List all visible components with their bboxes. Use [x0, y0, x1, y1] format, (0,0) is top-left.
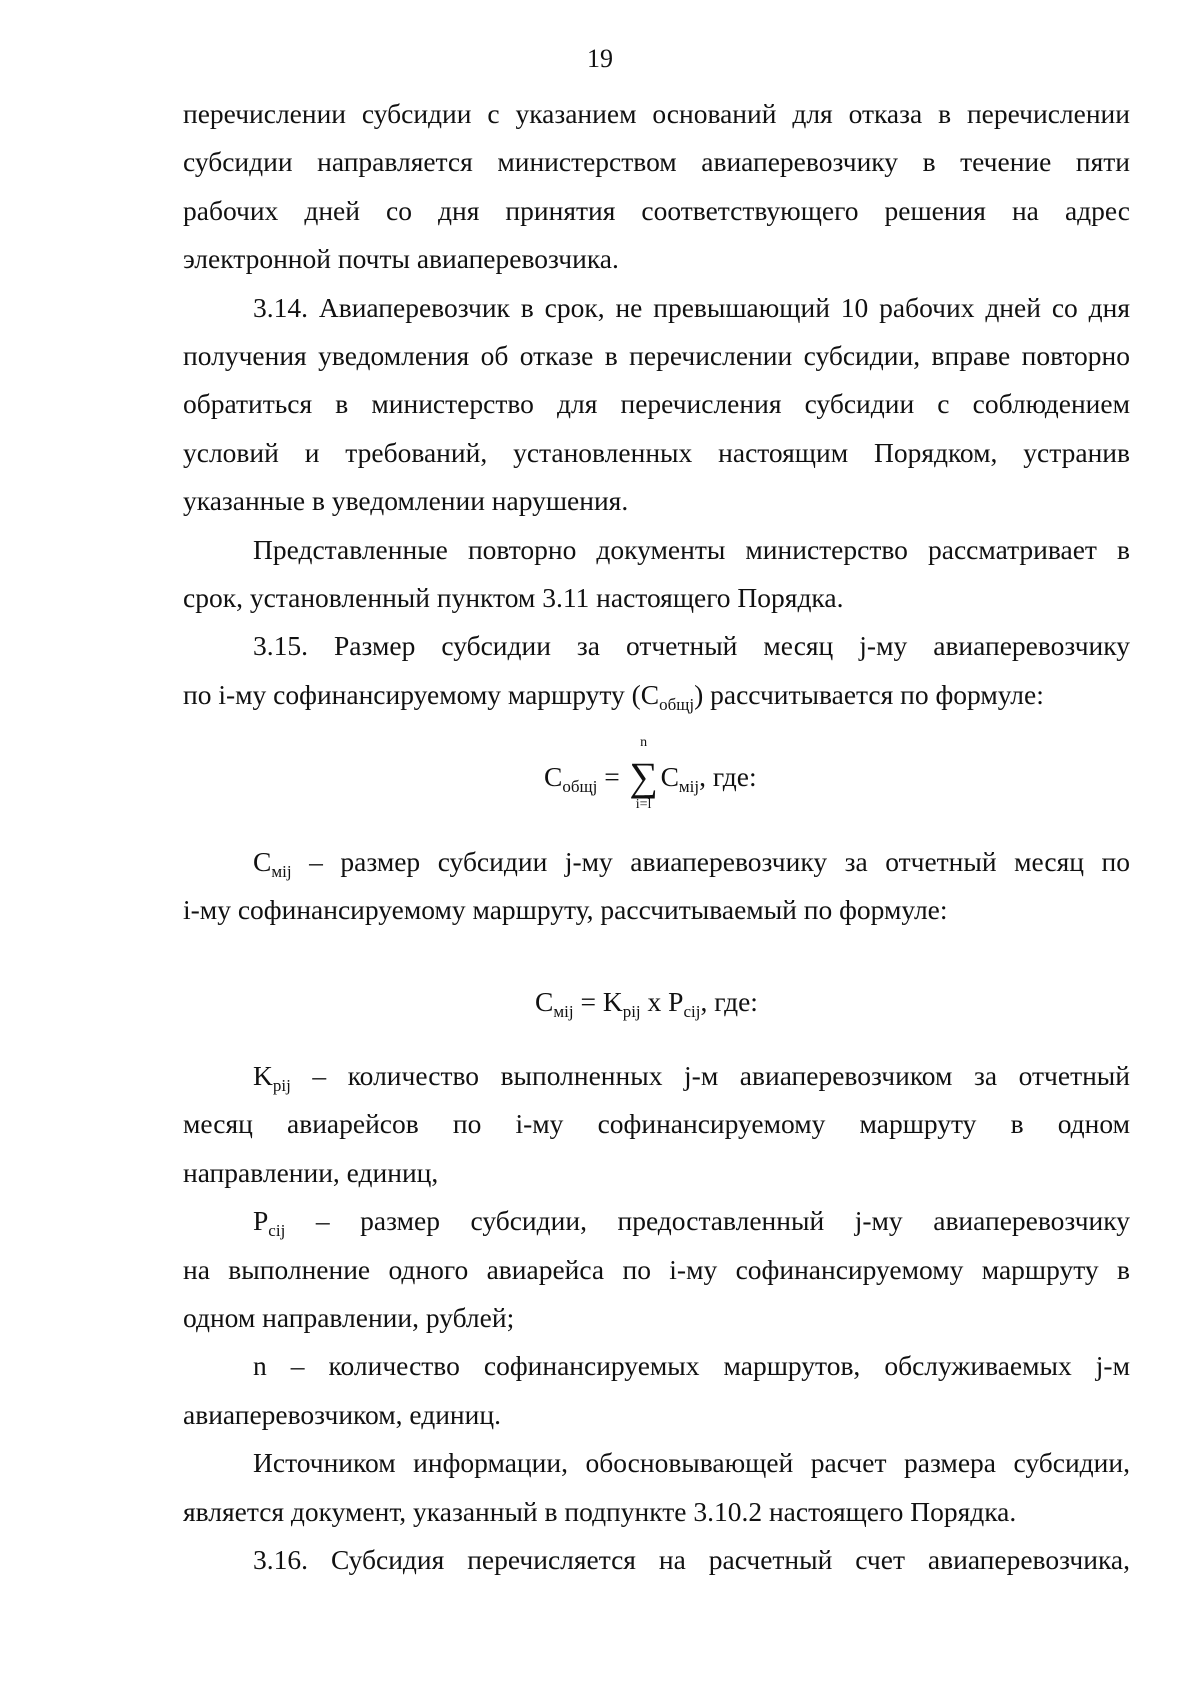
text-line: [183, 1197, 1130, 1245]
text-line: авиаперевозчиком, единиц.: [183, 1398, 501, 1430]
text-line: электронной почты авиаперевозчика.: [183, 243, 619, 275]
cmij-subscript: мij: [271, 862, 292, 881]
body-text-lower: [183, 1052, 1130, 1584]
sum-lower-limit: i=l: [635, 797, 652, 812]
text-line: перечислении субсидии с указанием оснований для отказа в перечислении: [183, 98, 1130, 129]
formula2-p-subscript: cij: [683, 1002, 701, 1021]
formula2-times: x: [640, 986, 669, 1017]
paragraph-refusal-notice: [183, 90, 1130, 284]
formula-lhs: C: [544, 761, 563, 792]
paragraph-3-14: [183, 284, 1130, 526]
formula2-k: K: [602, 986, 623, 1017]
cmij-text: – размер субсидии j-му авиаперевозчику за отчетный месяц по: [291, 846, 1130, 877]
paragraph-source: [183, 1439, 1130, 1536]
formula2-c: C: [535, 986, 554, 1017]
text-line: Источником информации, обосновывающей расчет размера субсидии,: [253, 1447, 1130, 1479]
text-line: 3.16. Субсидия перечисляется на расчетный счет авиаперевозчика,: [253, 1544, 1130, 1576]
text-line: 3.14. Авиаперевозчик в срок, не превышающий 10 рабочих дней со дня: [253, 291, 1130, 323]
text-line: 3.15. Размер субсидии за отчетный месяц j-му авиаперевозчику: [253, 630, 1130, 662]
pcij-text: – размер субсидии, предоставленный j-му авиаперевозчику: [285, 1205, 1130, 1237]
cmij-definition: [183, 838, 1130, 935]
formula-route-subsidy: [535, 986, 758, 1021]
formula2-tail: , где:: [700, 986, 758, 1017]
text-line: обратиться в министерство для перечисления субсидии с соблюдением: [183, 388, 1130, 420]
body-text-upper: [183, 90, 1130, 719]
kpij-subscript: pij: [272, 1076, 291, 1095]
formula-total-subsidy: [544, 735, 757, 812]
formula-term: C: [660, 761, 679, 792]
text-line: на выполнение одного авиарейса по i-му софинансируемому маршруту в: [183, 1253, 1130, 1285]
cmij-symbol: C: [253, 846, 272, 877]
formula-equals: =: [597, 761, 627, 792]
formula-term-subscript: мij: [678, 777, 700, 796]
formula2-k-subscript: pij: [622, 1002, 641, 1021]
paragraph-cmij: [183, 838, 1130, 935]
kpij-symbol: K: [253, 1060, 273, 1091]
paragraph-n: [183, 1342, 1130, 1439]
route-suffix: рассчитывается по формуле:: [710, 678, 1044, 710]
c-total-subscript: общj: [659, 694, 695, 714]
formula2-c-subscript: мij: [553, 1002, 574, 1021]
paragraph-3-15: [183, 622, 1130, 719]
formula2-equals: =: [573, 986, 603, 1017]
sum-upper-limit: n: [640, 735, 648, 750]
page-number: 19: [587, 44, 613, 73]
text-line: субсидии направляется министерством авиаперевозчику в течение пяти: [183, 146, 1130, 178]
pcij-subscript: cij: [268, 1221, 286, 1241]
text-line: по i-му софинансируемому маршруту $(C_{общj})$ рассчитывается по формуле:: [183, 678, 1044, 714]
text-line: [183, 1052, 1130, 1100]
text-line: указанные в уведомлении нарушения.: [183, 485, 629, 517]
route-prefix: по i-му софинансируемому маршруту (: [183, 678, 641, 710]
text-line: Представленные повторно документы министерство рассматривает в: [253, 533, 1130, 565]
paragraph-3-16: [183, 1536, 1130, 1584]
paragraph-kpij: [183, 1052, 1130, 1197]
text-line: месяц авиарейсов по i-му софинансируемому маршруту в одном: [183, 1108, 1130, 1140]
sigma-glyph: ∑: [629, 754, 658, 799]
text-line: [183, 838, 1130, 886]
text-line: i-му софинансируемому маршруту, рассчитываемый по формуле:: [183, 894, 948, 926]
text-line: получения уведомления об отказе в перечислении субсидии, вправе повторно: [183, 340, 1130, 372]
formula-tail: , где:: [699, 761, 757, 792]
pcij-symbol: P: [253, 1205, 269, 1237]
text-line: направлении, единиц,: [183, 1156, 439, 1188]
text-line: срок, установленный пунктом 3.11 настоящего Порядка.: [183, 582, 844, 614]
text-line: одном направлении, рублей;: [183, 1302, 515, 1334]
formula-lhs-subscript: общj: [562, 777, 598, 796]
paragraph-pcij: [183, 1197, 1130, 1342]
text-line: n – количество софинансируемых маршрутов, обслуживаемых j-м: [253, 1350, 1130, 1382]
paragraph-resubmission: [183, 526, 1130, 623]
formula2-p: P: [668, 986, 684, 1017]
text-line: рабочих дней со дня принятия соответствующего решения на адрес: [183, 194, 1130, 226]
summation-symbol: [627, 735, 661, 812]
text-line: условий и требований, установленных настоящим Порядком, устранив: [183, 436, 1130, 468]
kpij-text: – количество выполненных j-м авиаперевозчиком за отчетный: [290, 1060, 1130, 1091]
text-line: является документ, указанный в подпункте 3.10.2 настоящего Порядка.: [183, 1495, 1017, 1527]
